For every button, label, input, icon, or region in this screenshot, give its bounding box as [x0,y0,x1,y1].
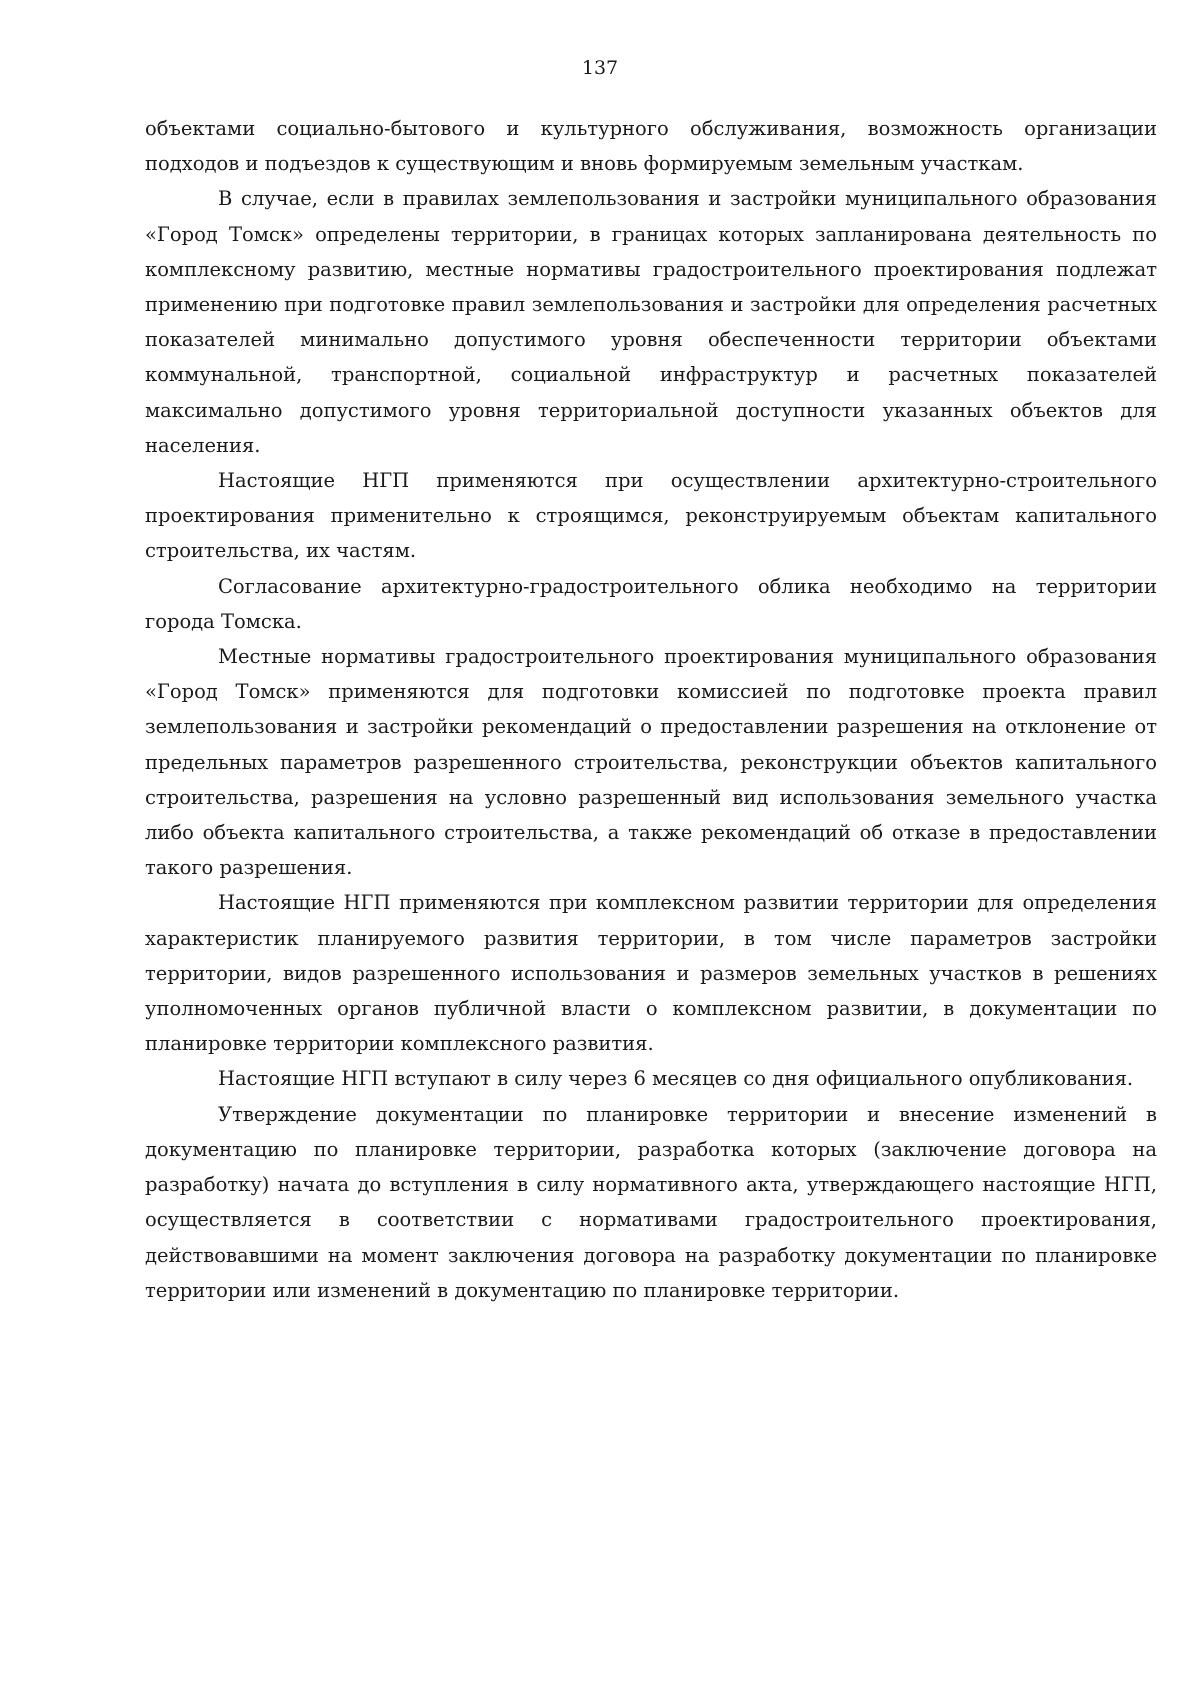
paragraph-complex-development-rules: В случае, если в правилах землепользования и застройки муниципального образования «Город Томск» определены территории, в границах которых запланирована деятельность по комплексному развитию, местные нормативы градостроительного проектирования подлежат применению при подготовке правил землепользования и застройки для определения расчетных показателей минимально допустимого уровня обеспеченности территории объектами коммунальной, транспортной, социальной инфраструктур и расчетных показателей максимально допустимого уровня территориальной доступности указанных объектов для населения. [145,187,1157,457]
paragraph-appearance-approval: Согласование архитектурно-градостроительного облика необходимо на территории города Томска. [145,574,1157,633]
document-body [145,111,1157,1308]
page-number: 137 [581,57,619,79]
paragraph-complex-development-characteristics: Настоящие НГП применяются при комплексном развитии территории для определения характеристик планируемого развития территории, в том числе параметров застройки территории, видов разрешенного использования и размеров земельных участков в решениях уполномоченных органов публичной власти о комплексном развитии, в документации по планировке территории комплексного развития. [145,891,1157,1056]
paragraph-entry-into-force: Настоящие НГП вступают в силу через 6 месяцев со дня официального опубликования. [218,1067,1134,1091]
paragraph-continuation: объектами социально-бытового и культурного обслуживания, возможность организации подходов и подъездов к существующим и вновь формируемым земельным участкам. [145,117,1157,176]
paragraph-architectural-design: Настоящие НГП применяются при осуществлении архитектурно-строительного проектирования применительно к строящимся, реконструируемым объектам капитального строительства, их частям. [145,469,1157,563]
paragraph-transitional-provisions: Утверждение документации по планировке территории и внесение изменений в документацию по планировке территории, разработка которых (заключение договора на разработку) начата до вступления в силу нормативного акта, утверждающего настоящие НГП, осуществляется в соответствии с нормативами градостроительного проектирования, действовавшими на момент заключения договора на разработку документации по планировке территории или изменений в документацию по планировке территории. [145,1102,1157,1302]
paragraph-commission-recommendations: Местные нормативы градостроительного проектирования муниципального образования «Город Томск» применяются для подготовки комиссией по подготовке проекта правил землепользования и застройки рекомендаций о предоставлении разрешения на отклонение от предельных параметров разрешенного строительства, реконструкции объектов капитального строительства, разрешения на условно разрешенный вид использования земельного участка либо объекта капитального строительства, а также рекомендаций об отказе в предоставлении такого разрешения. [145,645,1157,880]
